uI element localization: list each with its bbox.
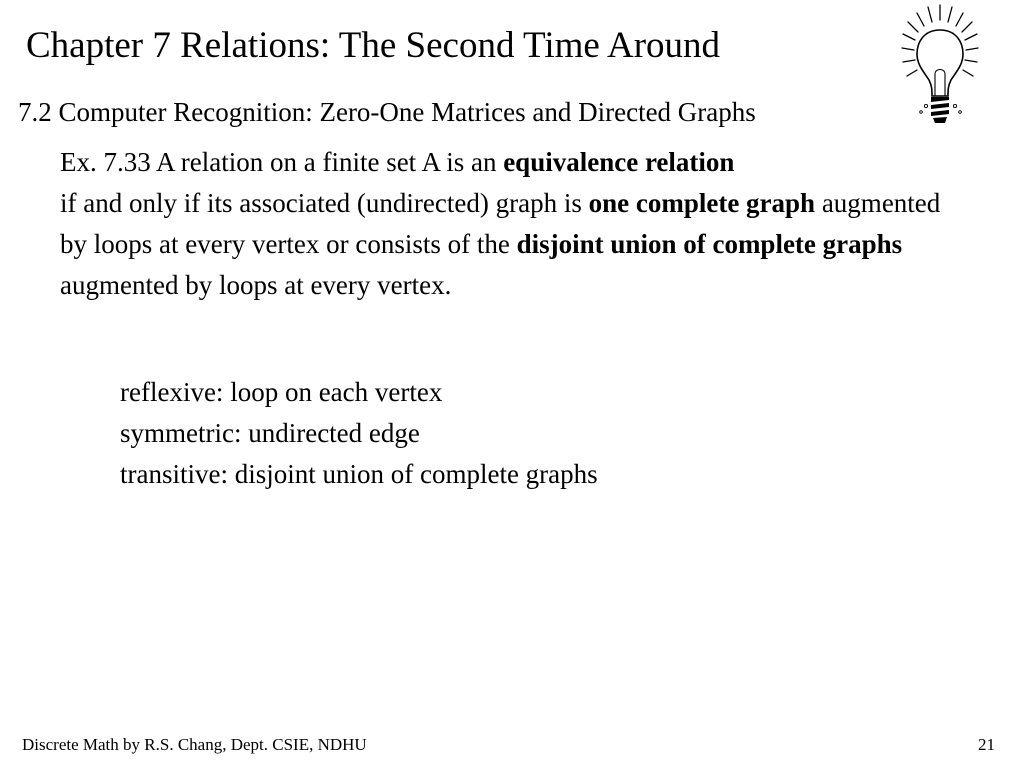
example-text: [60, 142, 960, 306]
section-heading: 7.2 Computer Recognition: Zero-One Matrices and Directed Graphs: [18, 97, 756, 127]
footer-credit: Discrete Math by R.S. Chang, Dept. CSIE, NDHU: [22, 735, 367, 754]
property-list: [120, 372, 598, 495]
term-equivalence-relation: equivalence relation: [503, 147, 735, 177]
property-symmetric: symmetric: undirected edge: [120, 418, 420, 448]
property-transitive: transitive: disjoint union of complete graphs: [120, 459, 598, 489]
page-number: 21: [978, 735, 995, 754]
term-disjoint-union: disjoint union of complete graphs: [516, 229, 903, 259]
property-reflexive: reflexive: loop on each vertex: [120, 377, 443, 407]
example-text-alternative: augmented by loops at every vertex or consists of the: [60, 188, 941, 259]
example-text-ending: augmented by loops at every vertex.: [60, 270, 452, 300]
example-text-intro: Ex. 7.33 A relation on a finite set A is an: [60, 147, 504, 177]
term-one-complete-graph: one complete graph: [588, 188, 816, 218]
lightbulb-icon: [900, 2, 980, 132]
example-paragraph: [60, 142, 960, 306]
slide-title: Chapter 7 Relations: The Second Time Around: [26, 25, 721, 66]
example-text-condition: if and only if its associated (undirected) graph is: [60, 188, 589, 218]
